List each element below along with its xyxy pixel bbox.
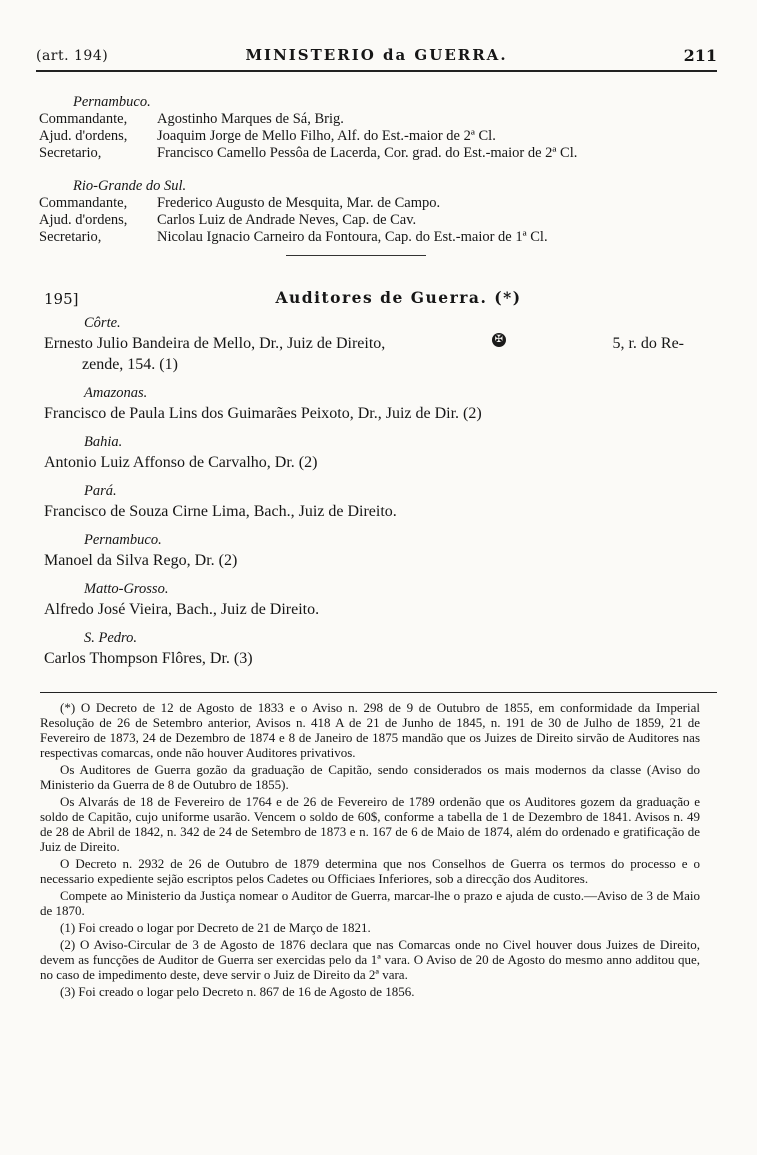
staff-name: Carlos Luiz de Andrade Neves, Cap. de Cav. <box>157 212 417 228</box>
staff-name: Agostinho Marques de Sá, Brig. <box>157 111 344 127</box>
footnote-paragraph: Os Auditores de Guerra gozão da graduação de Capitão, sendo considerados os mais modernos da classe (Aviso do Ministerio da Guerra de 8 de Outubro de 1855). <box>40 762 700 792</box>
entry-name: Francisco de Souza Cirne Lima, Bach., Juiz de Direito. <box>44 503 397 520</box>
auditors-list <box>44 314 684 678</box>
list-item <box>44 433 684 473</box>
staff-role: Secretario, <box>39 145 102 161</box>
staff-row <box>39 229 729 246</box>
staff-role: Secretario, <box>39 229 102 245</box>
section-title: Auditores de Guerra. (*) <box>275 288 522 307</box>
region-heading: Bahia. <box>84 434 123 450</box>
list-item <box>44 482 684 522</box>
section-divider <box>286 255 426 256</box>
list-item <box>44 629 684 669</box>
header-rule <box>36 70 717 72</box>
footnote-paragraph: Os Alvarás de 18 de Fevereiro de 1764 e de 26 de Fevereiro de 1789 ordenão que os Auditores gozem da graduação e soldo de Capitão, cujo uniforme usarão. Vencem o soldo de 60$, conforme a tabella de 1 de Dezembro de 1841. Avisos n. 49 de 28 de Abril de 1842, n. 342 de 24 de Setembro de 1873 e n. 167 de 6 de Maio de 1874, além do ordenado e gratificação de Juiz de Direito. <box>40 794 700 854</box>
running-title: MINISTERIO da GUERRA. <box>245 46 508 64</box>
footnote-rule <box>40 692 717 693</box>
pernambuco-staff-block <box>39 94 729 162</box>
entry-name: Manoel da Silva Rego, Dr. (2) <box>44 552 238 569</box>
staff-row <box>39 145 729 162</box>
staff-name: Nicolau Ignacio Carneiro da Fontoura, Cap. do Est.-maior de 1ª Cl. <box>157 229 548 245</box>
region-heading: Pernambuco. <box>84 532 162 548</box>
riogrande-staff-block <box>39 178 729 246</box>
staff-row <box>39 195 729 212</box>
entry-address: 5, r. do Re- <box>612 335 684 352</box>
region-heading: S. Pedro. <box>84 630 138 646</box>
region-heading: Pernambuco. <box>73 94 151 110</box>
page-number: 211 <box>683 46 717 65</box>
staff-row <box>39 128 729 145</box>
region-heading: Amazonas. <box>84 385 148 401</box>
entry-name: Antonio Luiz Affonso de Carvalho, Dr. (2) <box>44 454 318 471</box>
section-number: 195] <box>44 290 79 308</box>
page-header <box>36 46 717 68</box>
staff-role: Commandante, <box>39 195 128 211</box>
list-item <box>44 580 684 620</box>
entry-name: Carlos Thompson Flôres, Dr. (3) <box>44 650 253 667</box>
list-item <box>44 531 684 571</box>
footnote-1: (1) Foi creado o logar por Decreto de 21 de Março de 1821. <box>60 920 371 935</box>
staff-name: Francisco Camello Pessôa de Lacerda, Cor. grad. do Est.-maior de 2ª Cl. <box>157 145 578 161</box>
staff-row <box>39 212 729 229</box>
footnote-2: (2) O Aviso-Circular de 3 de Agosto de 1876 declara que nas Comarcas onde no Civel houver dous Juizes de Direito, devem as funcções de Auditor de Guerra ser exercidas pelo da 1ª vara. O Aviso de 20 de Agosto do mesmo anno additou que, no caso de impedimento deste, deve servir o Juiz de Direito da 2ª vara. <box>40 937 700 982</box>
region-heading: Rio-Grande do Sul. <box>73 178 187 194</box>
entry-name: Francisco de Paula Lins dos Guimarães Peixoto, Dr., Juiz de Dir. (2) <box>44 405 482 422</box>
staff-row <box>39 111 729 128</box>
entry-name: Alfredo José Vieira, Bach., Juiz de Direito. <box>44 601 320 618</box>
entry-name: Ernesto Julio Bandeira de Mello, Dr., Juiz de Direito, <box>44 335 386 352</box>
footnote-3: (3) Foi creado o logar pelo Decreto n. 867 de 16 de Agosto de 1856. <box>60 984 415 999</box>
footnote-paragraph: O Decreto n. 2932 de 26 de Outubro de 1879 determina que nos Conselhos de Guerra os termos do processo e o necessario expediente sejão escriptos pelos Cadetes ou Officiaes Inferiores, sob a direcção dos Auditores. <box>40 856 700 886</box>
article-reference: (art. 194) <box>36 48 109 64</box>
staff-role: Ajud. d'ordens, <box>39 212 128 228</box>
order-cross-icon: ✠ <box>492 333 506 347</box>
staff-name: Joaquim Jorge de Mello Filho, Alf. do Est.-maior de 2ª Cl. <box>157 128 496 144</box>
footnote-paragraph: (*) O Decreto de 12 de Agosto de 1833 e o Aviso n. 298 de 9 de Outubro de 1855, em conformidade da Imperial Resolução de 26 de Setembro anterior, Avisos n. 418 A de 21 de Junho de 1845, n. 191 de 30 de Julho de 1859, 21 de Fevereiro de 1873, 24 de Dezembro de 1874 e 8 de Janeiro de 1875 mandão que os Juizes de Direito sirvão de Auditores nas respectivas comarcas, onde não houver Auditores privativos. <box>40 700 700 760</box>
region-heading: Matto-Grosso. <box>84 581 169 597</box>
list-item <box>44 314 684 375</box>
entry-name-line <box>44 333 684 354</box>
region-heading: Côrte. <box>84 315 121 331</box>
staff-role: Commandante, <box>39 111 128 127</box>
footnotes <box>40 700 700 1001</box>
list-item <box>44 384 684 424</box>
entry-continuation: zende, 154. (1) <box>82 356 178 373</box>
staff-role: Ajud. d'ordens, <box>39 128 128 144</box>
footnote-paragraph: Compete ao Ministerio da Justiça nomear o Auditor de Guerra, marcar-lhe o prazo e ajuda de custo.—Aviso de 3 de Maio de 1870. <box>40 888 700 918</box>
staff-name: Frederico Augusto de Mesquita, Mar. de Campo. <box>157 195 441 211</box>
region-heading: Pará. <box>84 483 117 499</box>
